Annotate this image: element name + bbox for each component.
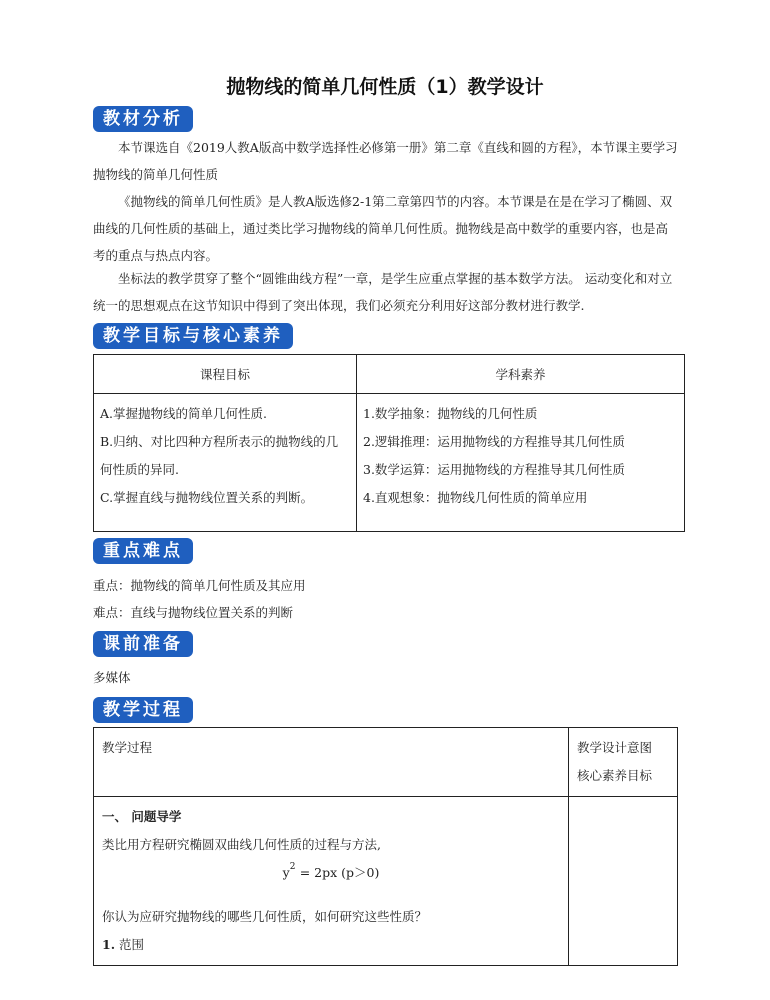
question-text: 你认为应研究抛物线的哪些几何性质，如何研究这些性质？ — [102, 909, 428, 924]
item-range-label: 范围 — [115, 937, 145, 952]
item-range-number: 1. — [102, 937, 116, 952]
formula-base: y — [282, 865, 290, 880]
section-badge-keypoints: 重点难点 — [93, 538, 193, 564]
document-title: 抛物线的简单几何性质（1）教学设计 — [226, 76, 544, 98]
parabola-formula — [102, 859, 560, 903]
goals-col2-header: 学科素养 — [357, 355, 685, 394]
process-col2-header-line1: 教学设计意图 — [577, 740, 653, 755]
formula-rest: = 2px (p＞0) — [295, 865, 380, 880]
process-content-cell — [94, 797, 569, 966]
literacy-item: 1.数学抽象：抛物线的几何性质 — [363, 406, 538, 421]
prep-text: 多媒体 — [93, 670, 131, 685]
goals-table — [93, 354, 685, 532]
step-title: 一、 问题导学 — [102, 809, 182, 824]
process-col1-header: 教学过程 — [94, 728, 569, 797]
key-point-text: 重点：抛物线的简单几何性质及其应用 — [93, 578, 306, 593]
process-col2-header — [569, 728, 678, 797]
literacy-item: 2.逻辑推理：运用抛物线的方程推导其几何性质 — [363, 434, 625, 449]
section-badge-process: 教学过程 — [93, 697, 193, 723]
literacy-item: 3.数学运算：运用抛物线的方程推导其几何性质 — [363, 462, 625, 477]
literacy-item: 4.直观想象：抛物线几何性质的简单应用 — [363, 490, 588, 505]
goals-col2-cell — [357, 394, 685, 532]
analysis-paragraph-3: 坐标法的教学贯穿了整个“圆锥曲线方程”一章，是学生应重点掌握的基本数学方法。 运动变化和对立统一的思想观点在这节知识中得到了突出体现，我们必须充分利用好这部分教材进行教学. — [93, 271, 673, 313]
goals-col1-header: 课程目标 — [94, 355, 357, 394]
process-intent-cell — [569, 797, 678, 966]
item-range — [102, 931, 560, 959]
section-badge-goals: 教学目标与核心素养 — [93, 323, 293, 349]
difficult-point-text: 难点：直线与抛物线位置关系的判断 — [93, 605, 294, 620]
course-goal-item: A.掌握抛物线的简单几何性质. — [100, 406, 267, 421]
process-table — [93, 727, 678, 966]
analysis-paragraph-1: 本节课选自《2019人教A版高中数学选择性必修第一册》第二章《直线和圆的方程》，本节课主要学习抛物线的简单几何性质 — [93, 140, 678, 182]
section-badge-prep: 课前准备 — [93, 631, 193, 657]
course-goal-item: B.归纳、对比四种方程所表示的抛物线的几何性质的异同. — [100, 434, 339, 477]
course-goal-item: C.掌握直线与抛物线位置关系的判断。 — [100, 490, 314, 505]
goals-col1-cell — [94, 394, 357, 532]
formula-superscript: 2 — [289, 862, 296, 872]
analysis-paragraph-2: 《抛物线的简单几何性质》是人教A版选修2-1第二章第四节的内容。本节课是在是在学习了椭圆、双曲线的几何性质的基础上，通过类比学习抛物线的简单几何性质。抛物线是高中数学的重要内容，也是高考的重点与热点内容。 — [93, 194, 673, 263]
section-badge-analysis: 教材分析 — [93, 106, 193, 132]
step-text: 类比用方程研究椭圆双曲线几何性质的过程与方法, — [102, 837, 381, 852]
process-col2-header-line2: 核心素养目标 — [577, 768, 653, 783]
